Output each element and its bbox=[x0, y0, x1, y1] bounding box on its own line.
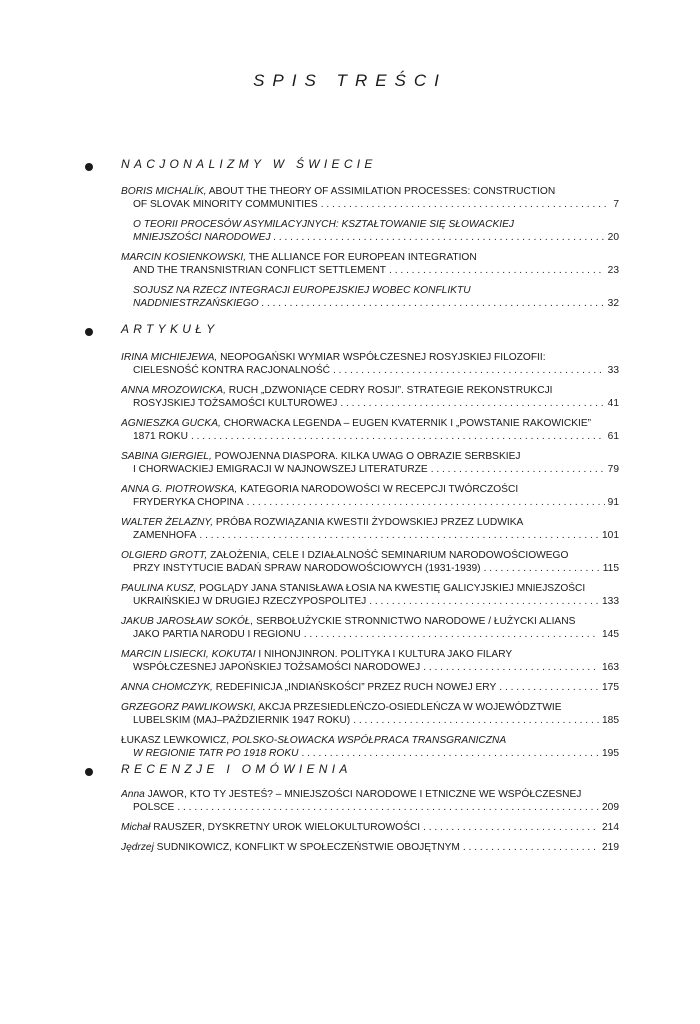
entry-title-cont: MNIEJSZOŚCI NARODOWEJ bbox=[133, 232, 271, 243]
entry-title-cont: LUBELSKIM (MAJ–PAŹDZIERNIK 1947 ROKU) bbox=[133, 715, 351, 726]
leader-dots bbox=[389, 264, 605, 277]
entry-page: 219 bbox=[602, 842, 619, 853]
entry-title: POWOJENNA DIASPORA. KILKA UWAG O OBRAZIE SERBSKIEJ bbox=[211, 451, 521, 462]
entry-title: CHORWACKA LEGENDA – EUGEN KVATERNIK I „POWSTANIE RAKOWICKIE” bbox=[220, 418, 592, 429]
entry-page: 214 bbox=[602, 822, 619, 833]
entry-title-cont: UKRAIŃSKIEJ W DRUGIEJ RZECZYPOSPOLITEJ bbox=[133, 596, 367, 607]
entry-title: POGLĄDY JANA STANISŁAWA ŁOSIA NA KWESTIĘ GALICYJSKIEJ MNIEJSZOŚCI bbox=[196, 583, 586, 594]
leader-dots bbox=[177, 801, 599, 814]
toc-entry[interactable] bbox=[121, 582, 619, 608]
bullet-icon bbox=[85, 163, 93, 171]
entry-title: REDEFINICJA „INDIAŃSKOŚCI” PRZEZ RUCH NOWEJ ERY bbox=[212, 682, 497, 693]
page-title: SPIS TREŚCI bbox=[253, 71, 447, 90]
entry-author: ANNA CHOMCZYK, bbox=[121, 682, 213, 693]
toc-entry[interactable] bbox=[121, 516, 619, 542]
toc-entry[interactable] bbox=[121, 648, 619, 674]
entry-author: ANNA G. PIOTROWSKA, bbox=[121, 484, 238, 495]
leader-dots bbox=[191, 430, 605, 443]
toc-entry[interactable] bbox=[121, 450, 619, 476]
entry-title: SUDNIKOWICZ, KONFLIKT W SPOŁECZEŃSTWIE OBOJĘTNYM bbox=[153, 842, 460, 853]
leader-dots bbox=[247, 496, 605, 509]
entry-page: 79 bbox=[607, 464, 619, 475]
toc-entry[interactable] bbox=[121, 701, 619, 727]
entry-title-cont: 1871 ROKU bbox=[133, 431, 188, 442]
toc-entry[interactable] bbox=[121, 821, 619, 834]
entry-page: 115 bbox=[602, 563, 619, 574]
entry-author: JAKUB JAROSŁAW SOKÓŁ, bbox=[121, 616, 254, 627]
entry-title: O TEORII PROCESÓW ASYMILACYJNYCH: KSZTAŁTOWANIE SIĘ SŁOWACKIEJ bbox=[133, 219, 514, 230]
entry-author: Anna bbox=[121, 789, 145, 800]
entry-author: ANNA MROZOWICKA, bbox=[121, 385, 226, 396]
entry-page: 32 bbox=[607, 298, 619, 309]
entry-title: SOJUSZ NA RZECZ INTEGRACJI EUROPEJSKIEJ WOBEC KONFLIKTU bbox=[133, 285, 471, 296]
entry-page: 185 bbox=[602, 715, 619, 726]
section-nacjonalizmy bbox=[0, 157, 700, 309]
entry-page: 33 bbox=[607, 365, 619, 376]
toc-entry[interactable] bbox=[121, 615, 619, 641]
entry-title-cont: PRZY INSTYTUCIE BADAŃ SPRAW NARODOWOŚCIOWYCH (1931-1939) bbox=[133, 563, 481, 574]
entry-author: MARCIN KOSIENKOWSKI, bbox=[121, 252, 247, 263]
leader-dots bbox=[340, 397, 604, 410]
toc-entry[interactable] bbox=[133, 218, 619, 244]
section-title: RECENZJE I OMÓWIENIA bbox=[121, 762, 352, 776]
entry-title-cont: FRYDERYKA CHOPINA bbox=[133, 497, 244, 508]
entry-title: RAUSZER, DYSKRETNY UROK WIELOKULTUROWOŚCI bbox=[150, 822, 421, 833]
toc-entry[interactable] bbox=[121, 351, 619, 377]
leader-dots bbox=[484, 562, 600, 575]
leader-dots bbox=[321, 198, 611, 211]
entry-title: KATEGORIA NARODOWOŚCI W RECEPCJI TWÓRCZOŚCI bbox=[237, 484, 519, 495]
bullet-icon bbox=[85, 768, 93, 776]
entry-author: GRZEGORZ PAWLIKOWSKI, bbox=[121, 702, 256, 713]
entry-title-cont: CIELESNOŚĆ KONTRA RACJONALNOŚĆ bbox=[133, 365, 330, 376]
toc-entry[interactable] bbox=[121, 549, 619, 575]
entry-page: 163 bbox=[602, 662, 619, 673]
entry-title: PRÓBA ROZWIĄZANIA KWESTII ŻYDOWSKIEJ PRZEZ LUDWIKA bbox=[213, 517, 524, 528]
entry-page: 195 bbox=[602, 748, 619, 759]
leader-dots bbox=[274, 231, 605, 244]
entry-page: 41 bbox=[607, 398, 619, 409]
entry-author: ŁUKASZ LEWKOWICZ, bbox=[121, 735, 230, 746]
entry-page: 7 bbox=[613, 199, 619, 210]
entry-title-cont: NADDNIESTRZAŃSKIEGO bbox=[133, 298, 259, 309]
toc-entry[interactable] bbox=[121, 251, 619, 277]
entry-author: AGNIESZKA GUCKA, bbox=[121, 418, 221, 429]
entry-author: OLGIERD GROTT, bbox=[121, 550, 208, 561]
leader-dots bbox=[262, 297, 605, 310]
entry-title-cont: WSPÓŁCZESNEJ JAPOŃSKIEJ TOŻSAMOŚCI NARODOWEJ bbox=[133, 662, 421, 673]
leader-dots bbox=[353, 714, 599, 727]
entry-page: 209 bbox=[602, 802, 619, 813]
entry-title-cont: OF SLOVAK MINORITY COMMUNITIES bbox=[133, 199, 318, 210]
toc-entry[interactable] bbox=[121, 185, 619, 211]
toc-entry[interactable] bbox=[121, 734, 619, 760]
toc-entry[interactable] bbox=[121, 483, 619, 509]
toc-entry[interactable] bbox=[121, 681, 619, 694]
entry-title: SERBOŁUŻYCKIE STRONNICTWO NARODOWE / ŁUŻYCKI ALIANS bbox=[253, 616, 576, 627]
toc-entry[interactable] bbox=[133, 284, 619, 310]
entry-title: NEOPOGAŃSKI WYMIAR WSPÓŁCZESNEJ ROSYJSKIEJ FILOZOFII: bbox=[217, 352, 546, 363]
entry-title-cont: I CHORWACKIEJ EMIGRACJI W NAJNOWSZEJ LITERATURZE bbox=[133, 464, 428, 475]
entry-author: MARCIN LISIECKI, KOKUTAI bbox=[121, 649, 256, 660]
entry-title-cont: POLSCE bbox=[133, 802, 175, 813]
entry-title-cont: AND THE TRANSNISTRIAN CONFLICT SETTLEMENT bbox=[133, 265, 387, 276]
entry-title: I NIHONJINRON. POLITYKA I KULTURA JAKO FILARY bbox=[255, 649, 513, 660]
leader-dots bbox=[199, 529, 599, 542]
entry-author: BORIS MICHALÍK, bbox=[121, 186, 207, 197]
section-artykuly bbox=[0, 322, 700, 759]
bullet-icon bbox=[85, 328, 93, 336]
entry-title-cont: ROSYJSKIEJ TOŻSAMOŚCI KULTUROWEJ bbox=[133, 398, 338, 409]
entry-title: ABOUT THE THEORY OF ASSIMILATION PROCESSES: CONSTRUCTION bbox=[206, 186, 556, 197]
leader-dots bbox=[423, 821, 599, 834]
entry-title: JAWOR, KTO TY JESTEŚ? – MNIEJSZOŚCI NARODOWE I ETNICZNE WE WSPÓŁCZESNEJ bbox=[144, 789, 582, 800]
section-recenzje bbox=[0, 762, 700, 853]
entry-page: 61 bbox=[607, 431, 619, 442]
toc-entry[interactable] bbox=[121, 384, 619, 410]
entry-title: ZAŁOŻENIA, CELE I DZIAŁALNOŚĆ SEMINARIUM NARODOWOŚCIOWEGO bbox=[207, 550, 569, 561]
entry-page: 23 bbox=[607, 265, 619, 276]
entry-page: 133 bbox=[602, 596, 619, 607]
toc-entry[interactable] bbox=[121, 417, 619, 443]
entry-page: 145 bbox=[602, 629, 619, 640]
entry-author: Jędrzej bbox=[121, 842, 154, 853]
entry-title: RUCH „DZWONIĄCE CEDRY ROSJI”. STRATEGIE REKONSTRUKCJI bbox=[225, 385, 553, 396]
entry-title-cont: W REGIONIE TATR PO 1918 ROKU bbox=[133, 748, 299, 759]
entry-title: THE ALLIANCE FOR EUROPEAN INTEGRATION bbox=[246, 252, 477, 263]
leader-dots bbox=[463, 841, 599, 854]
leader-dots bbox=[499, 681, 599, 694]
entry-author: Michał bbox=[121, 822, 151, 833]
entry-author: SABINA GIERGIEL, bbox=[121, 451, 212, 462]
entry-page: 175 bbox=[602, 682, 619, 693]
entry-author: IRINA MICHIEJEWA, bbox=[121, 352, 218, 363]
toc-entry[interactable] bbox=[121, 841, 619, 854]
entry-page: 91 bbox=[607, 497, 619, 508]
entry-title: AKCJA PRZESIEDLEŃCZO-OSIEDLEŃCZA W WOJEWÓDZTWIE bbox=[255, 702, 562, 713]
entry-page: 20 bbox=[607, 232, 619, 243]
leader-dots bbox=[369, 595, 599, 608]
entry-author: WALTER ŻELAZNY, bbox=[121, 517, 214, 528]
leader-dots bbox=[431, 463, 605, 476]
leader-dots bbox=[423, 661, 599, 674]
leader-dots bbox=[333, 364, 605, 377]
entry-title-cont: ZAMENHOFA bbox=[133, 530, 197, 541]
toc-entry[interactable] bbox=[121, 788, 619, 814]
leader-dots bbox=[301, 747, 599, 760]
entry-author: PAULINA KUSZ, bbox=[121, 583, 197, 594]
entry-page: 101 bbox=[602, 530, 619, 541]
entry-title-cont: JAKO PARTIA NARODU I REGIONU bbox=[133, 629, 301, 640]
entry-title: POLSKO-SŁOWACKA WSPÓŁPRACA TRANSGRANICZNA bbox=[229, 735, 507, 746]
section-title: NACJONALIZMY W ŚWIECIE bbox=[121, 157, 377, 171]
section-title: ARTYKUŁY bbox=[121, 322, 219, 336]
leader-dots bbox=[304, 628, 599, 641]
